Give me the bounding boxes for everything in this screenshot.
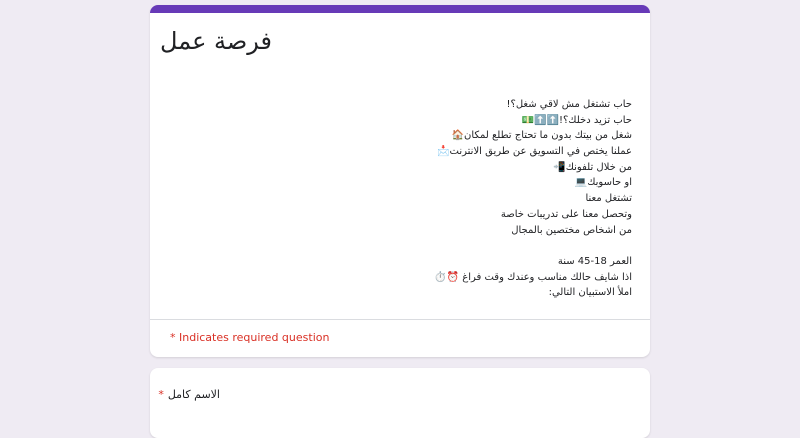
form-title: فرصة عمل xyxy=(160,27,272,55)
description-line: حاب تشتغل مش لاقي شغل؟! xyxy=(506,99,632,110)
form-accent-bar xyxy=(150,5,650,13)
question-title xyxy=(158,388,220,401)
description-line: شغل من بيتك بدون ما تحتاج تطلع لمكان🏠 xyxy=(451,130,632,142)
description-line: اذا شايف حالك مناسب وعندك وقت فراغ ⏰⏱️ xyxy=(434,271,632,283)
description-line: وتحصل معنا على تدريبات خاصة xyxy=(500,208,632,220)
description-line: العمر 18-45 سنة xyxy=(557,255,632,267)
required-asterisk: * xyxy=(158,388,164,401)
description-line: عملنا يختص في التسويق عن طريق الانترنت📩 xyxy=(437,146,632,158)
header-divider xyxy=(150,319,650,320)
description-line xyxy=(150,238,632,254)
question-card-full-name xyxy=(150,368,650,438)
description-line: من اشخاص مختصين بالمجال xyxy=(511,224,632,236)
question-label: الاسم كامل xyxy=(167,388,220,401)
description-line: تشتغل معنا xyxy=(585,193,632,205)
required-question-note: * Indicates required question xyxy=(170,331,330,344)
description-line: حاب تزيد دخلك؟!⬆️⬆️💵 xyxy=(521,114,632,126)
description-line: او حاسوبك💻 xyxy=(574,177,632,189)
form-header-card xyxy=(150,5,650,357)
form-description xyxy=(150,97,632,301)
description-line: من خلال تلفونك📲 xyxy=(553,161,632,173)
description-line: املأ الاستبيان التالي: xyxy=(548,287,632,299)
